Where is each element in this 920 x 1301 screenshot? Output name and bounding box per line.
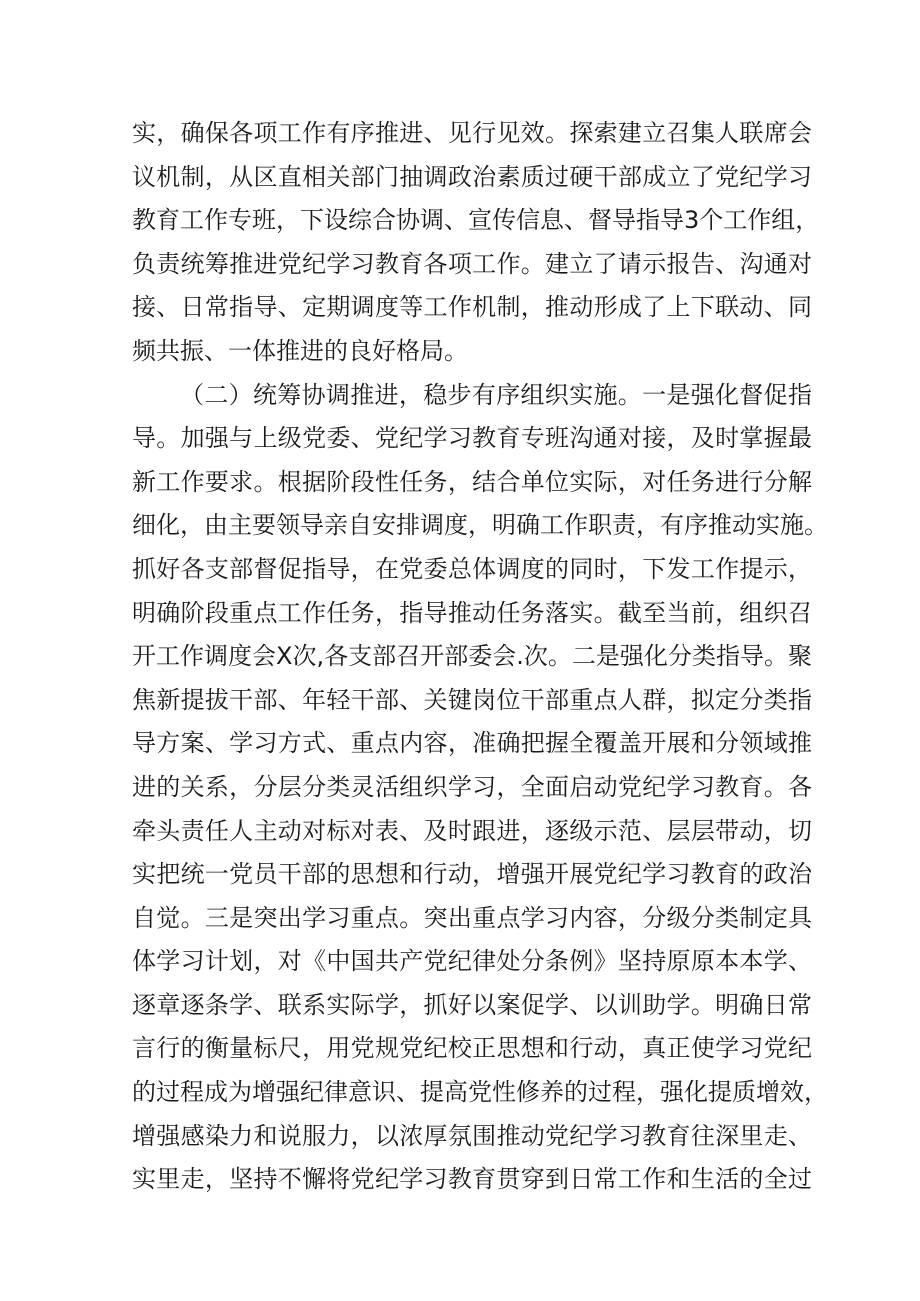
text-line: 开工作调度会X次,各支部召开部委会.次。二是强化分类指导。聚 bbox=[132, 642, 812, 671]
text-line: 实，确保各项工作有序推进、见行见效。探索建立召集人联席会 bbox=[132, 119, 812, 147]
text-line: 明确阶段重点工作任务，指导推动任务落实。截至当前，组织召 bbox=[132, 598, 812, 627]
text-line: 言行的衡量标尺，用党规党纪校正思想和行动，真正使学习党纪 bbox=[132, 1034, 812, 1063]
text-line: 导。加强与上级党委、党纪学习教育专班沟通对接，及时掌握最 bbox=[132, 424, 812, 453]
text-line: 自觉。三是突出学习重点。突出重点学习内容，分级分类制定具 bbox=[132, 903, 812, 932]
text-line: 抓好各支部督促指导，在党委总体调度的同时，下发工作提示， bbox=[132, 554, 812, 583]
text-line: 实把统一党员干部的思想和行动，增强开展党纪学习教育的政治 bbox=[132, 860, 812, 889]
text-line: 新工作要求。根据阶段性任务，结合单位实际，对任务进行分解 bbox=[132, 467, 812, 496]
text-line: 频共振、一体推进的良好格局。 bbox=[132, 336, 468, 365]
text-line: 接、日常指导、定期调度等工作机制，推动形成了上下联动、同 bbox=[132, 293, 812, 322]
text-line: 负责统筹推进党纪学习教育各项工作。建立了请示报告、沟通对 bbox=[132, 249, 812, 278]
text-line: 教育工作专班，下设综合协调、宣传信息、督导指导3个工作组， bbox=[132, 206, 820, 235]
text-line: 实里走，坚持不懈将党纪学习教育贯穿到日常工作和生活的全过 bbox=[132, 1165, 812, 1194]
text-line: 焦新提拔干部、年轻干部、关键岗位干部重点人群，拟定分类指 bbox=[132, 685, 812, 714]
text-line: 牵头责任人主动对标对表、及时跟进，逐级示范、层层带动，切 bbox=[132, 816, 812, 845]
text-line: 议机制，从区直相关部门抽调政治素质过硬干部成立了党纪学习 bbox=[132, 162, 812, 191]
text-line: 逐章逐条学、联系实际学，抓好以案促学、以训助学。明确日常 bbox=[132, 990, 812, 1019]
text-line: 增强感染力和说服力，以浓厚氛围推动党纪学习教育往深里走、 bbox=[132, 1121, 812, 1150]
text-line: 体学习计划，对《中国共产党纪律处分条例》坚持原原本本学、 bbox=[132, 947, 812, 976]
text-line: 导方案、学习方式、重点内容，准确把握全覆盖开展和分领域推 bbox=[132, 729, 812, 758]
text-line: 的过程成为增强纪律意识、提高党性修养的过程，强化提质增效， bbox=[132, 1078, 828, 1107]
body-text bbox=[132, 112, 828, 1202]
text-line: 细化，由主要领导亲自安排调度，明确工作职责，有序推动实施。 bbox=[132, 511, 828, 540]
section-heading-line: （二）统筹协调推进，稳步有序组织实施。一是强化督促指 bbox=[180, 380, 812, 409]
text-line: 进的关系，分层分类灵活组织学习，全面启动党纪学习教育。各 bbox=[132, 772, 812, 801]
